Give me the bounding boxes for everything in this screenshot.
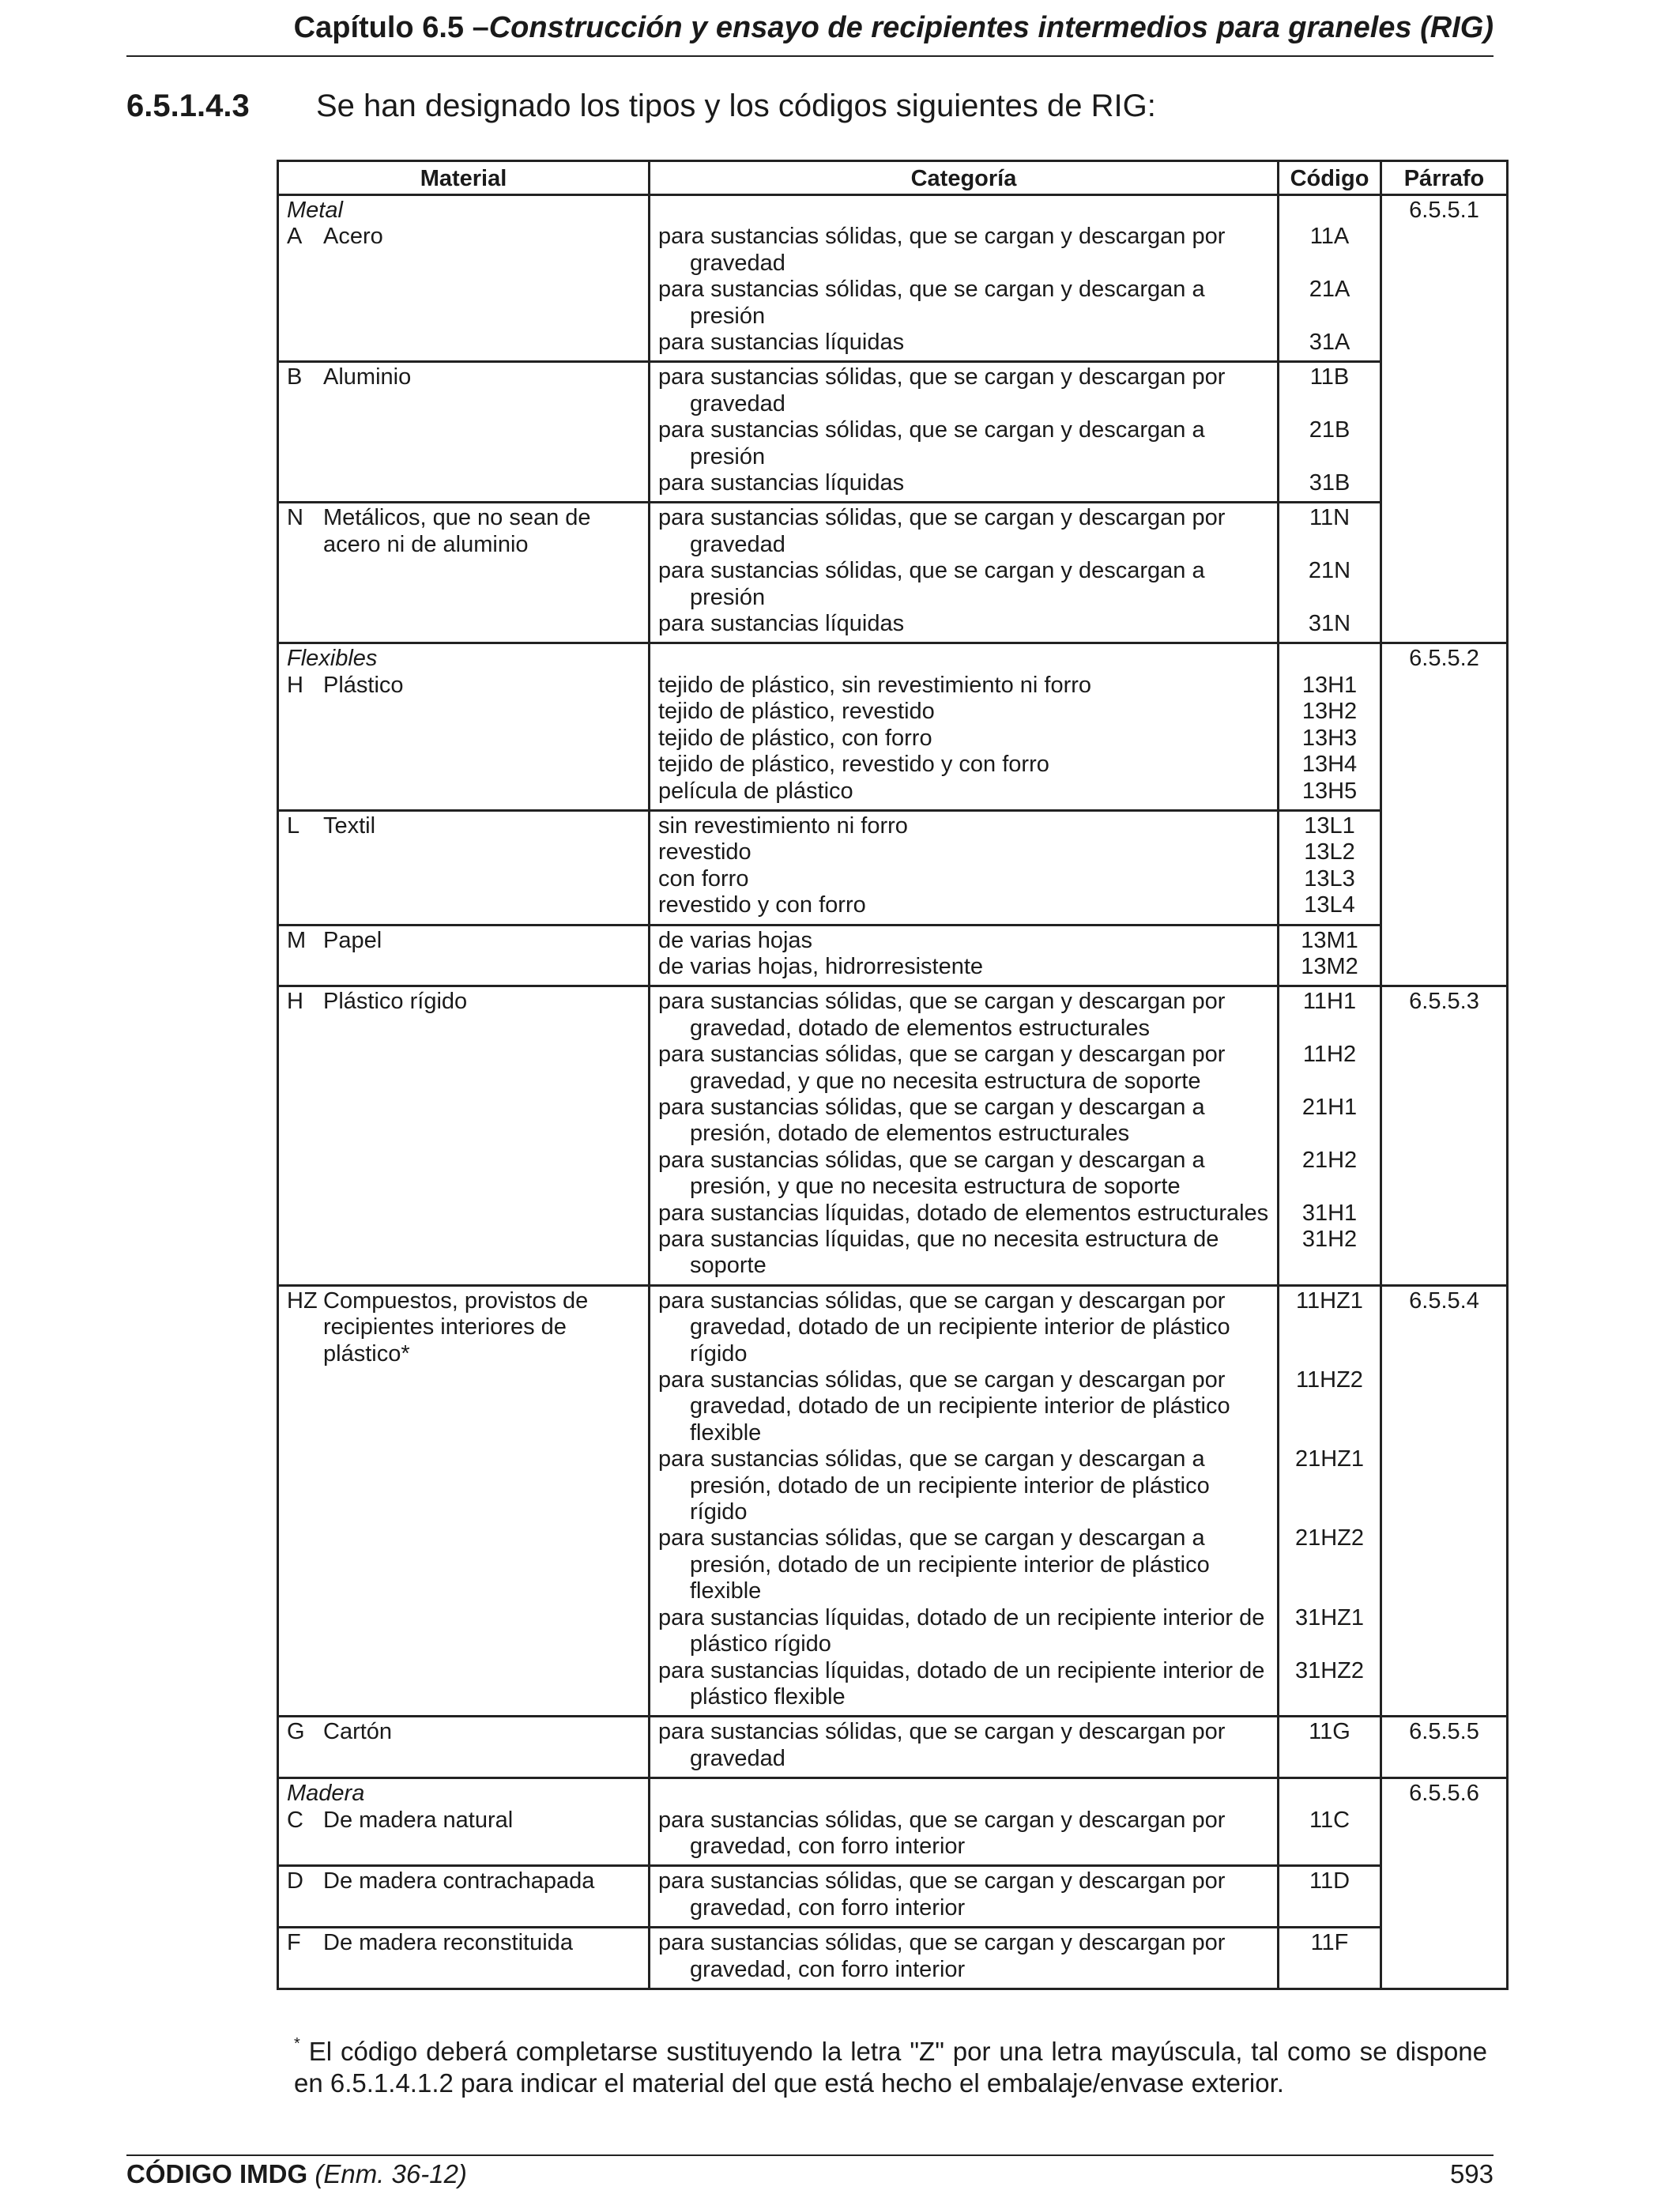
categoria-text: para sustancias sólidas, que se cargan y descargan por gravedad <box>658 224 1226 276</box>
codigo-value: 13H4 <box>1301 752 1358 778</box>
codigo-value: 13L2 <box>1304 839 1355 865</box>
material-line <box>287 928 640 954</box>
chapter-header <box>126 11 1494 45</box>
material-name: De madera contrachapada <box>323 1868 595 1894</box>
codigo-value: 11HZ2 <box>1296 1367 1363 1393</box>
codigo-cell <box>1279 1928 1381 1989</box>
material-line <box>287 1808 640 1834</box>
header-codigo: Código <box>1279 161 1381 195</box>
material-name: Plástico rígido <box>323 989 468 1015</box>
codigo-value: 11H2 <box>1302 1042 1357 1068</box>
material-cell <box>278 195 650 362</box>
categoria-cell <box>650 195 1279 362</box>
material-cell <box>278 925 650 986</box>
codigo-cell <box>1279 925 1381 986</box>
categoria-text: para sustancias sólidas, que se cargan y descargan por gravedad, con forro interior <box>658 1930 1226 1982</box>
table-row <box>278 503 1508 643</box>
categoria-text: para sustancias líquidas, que no necesita estructura de soporte <box>658 1227 1219 1279</box>
section-text: Se han designado los tipos y los códigos siguientes de RIG: <box>316 89 1156 123</box>
categoria-text: revestido y con forro <box>658 892 866 918</box>
codigo-cell <box>1279 810 1381 925</box>
categoria-text: para sustancias sólidas, que se cargan y descargan a presión, dotado de elementos estructurales <box>658 1094 1205 1147</box>
material-line <box>287 813 640 839</box>
rig-codes-table-container <box>277 160 1506 1990</box>
categoria-text: para sustancias sólidas, que se cargan y descargan a presión, dotado de un recipiente interior de plástico flexible <box>658 1525 1210 1604</box>
categoria-text: para sustancias sólidas, que se cargan y descargan a presión, dotado de un recipiente interior de plástico rígido <box>658 1446 1210 1525</box>
table-body <box>278 195 1508 1989</box>
parrafo-cell: 6.5.5.2 <box>1381 643 1508 986</box>
categoria-text: para sustancias sólidas, que se cargan y descargan a presión, y que no necesita estructura de soporte <box>658 1147 1205 1200</box>
categoria-text: para sustancias líquidas <box>658 611 905 637</box>
codigo-value: 11F <box>1310 1930 1349 1956</box>
material-cell <box>278 1778 650 1866</box>
codigo-value: 11G <box>1309 1719 1350 1745</box>
material-cell <box>278 362 650 503</box>
header-material: Material <box>278 161 650 195</box>
material-letter: B <box>287 364 303 390</box>
codigo-value: 11C <box>1309 1807 1350 1833</box>
categoria-text: para sustancias líquidas <box>658 330 905 356</box>
parrafo-cell: 6.5.5.4 <box>1381 1285 1508 1717</box>
material-line <box>287 224 640 250</box>
categoria-text: para sustancias sólidas, que se cargan y descargan por gravedad, con forro interior <box>658 1868 1226 1921</box>
parrafo-cell: 6.5.5.6 <box>1381 1778 1508 1989</box>
table-row <box>278 810 1508 925</box>
categoria-text: para sustancias sólidas, que se cargan y descargan por gravedad <box>658 364 1226 417</box>
codigo-value: 21HZ2 <box>1294 1525 1365 1551</box>
material-line <box>287 1930 640 1956</box>
parrafo-cell: 6.5.5.3 <box>1381 986 1508 1285</box>
table-row <box>278 362 1508 503</box>
row-spacer <box>1283 1781 1377 1807</box>
categoria-text: de varias hojas <box>658 927 813 953</box>
material-letter: H <box>287 672 303 698</box>
codigo-cell <box>1279 1717 1381 1778</box>
parrafo-cell: 6.5.5.1 <box>1381 195 1508 643</box>
material-name: Acero <box>323 224 383 250</box>
codigo-value: 11H1 <box>1302 989 1357 1015</box>
header-divider <box>126 55 1494 57</box>
categoria-cell <box>650 986 1279 1285</box>
page-number: 593 <box>1449 2159 1494 2188</box>
codigo-value: 13H2 <box>1301 699 1358 725</box>
categoria-text: para sustancias líquidas, dotado de elementos estructurales <box>658 1200 1269 1226</box>
material-letter: A <box>287 224 303 250</box>
parrafo-cell: 6.5.5.5 <box>1381 1717 1508 1778</box>
categoria-cell <box>650 1866 1279 1928</box>
codigo-value: 21H1 <box>1301 1094 1358 1120</box>
material-cell <box>278 1928 650 1989</box>
row-spacer <box>658 1781 1272 1807</box>
material-name: Metálicos, que no sean de acero ni de aluminio <box>323 505 591 557</box>
codigo-value: 31A <box>1309 330 1350 356</box>
header-categoria: Categoría <box>650 161 1279 195</box>
material-letter: H <box>287 989 303 1015</box>
footer-amendment: (Enm. 36-12) <box>315 2159 467 2188</box>
material-line <box>287 1719 640 1745</box>
section-number: 6.5.1.4.3 <box>126 89 250 123</box>
codigo-value: 11N <box>1309 505 1350 531</box>
material-line <box>287 1868 640 1894</box>
codigo-value: 31B <box>1309 470 1350 496</box>
chapter-label: Capítulo 6.5 – <box>293 11 489 44</box>
material-name: Aluminio <box>323 364 412 390</box>
categoria-cell <box>650 1928 1279 1989</box>
categoria-text: de varias hojas, hidrorresistente <box>658 953 984 979</box>
table-row <box>278 1866 1508 1928</box>
material-line <box>287 1288 640 1367</box>
table-row <box>278 643 1508 810</box>
row-spacer <box>1283 198 1377 224</box>
material-letter: G <box>287 1719 305 1745</box>
material-cell <box>278 986 650 1285</box>
material-cell <box>278 643 650 810</box>
codigo-value: 13H3 <box>1301 725 1358 751</box>
codigo-cell <box>1279 986 1381 1285</box>
categoria-text: revestido <box>658 839 751 865</box>
categoria-text: para sustancias sólidas, que se cargan y descargan por gravedad <box>658 1719 1226 1771</box>
footer-code <box>126 2159 467 2189</box>
table-header-row <box>278 161 1508 195</box>
material-group-label: Flexibles <box>287 646 378 672</box>
row-spacer <box>1283 646 1377 672</box>
categoria-text: tejido de plástico, revestido y con forro <box>658 752 1049 778</box>
codigo-value: 13M2 <box>1301 953 1358 979</box>
categoria-cell <box>650 925 1279 986</box>
categoria-text: para sustancias líquidas, dotado de un recipiente interior de plástico flexible <box>658 1657 1265 1710</box>
material-cell <box>278 1866 650 1928</box>
material-group-label: Madera <box>287 1781 365 1807</box>
categoria-text: para sustancias sólidas, que se cargan y descargan a presión <box>658 417 1205 469</box>
categoria-text: para sustancias sólidas, que se cargan y descargan por gravedad, con forro interior <box>658 1807 1226 1859</box>
footnote <box>294 2036 1487 2099</box>
codigo-value: 11A <box>1309 224 1350 250</box>
codigo-value: 13H1 <box>1301 672 1358 698</box>
categoria-cell <box>650 1778 1279 1866</box>
material-cell <box>278 1717 650 1778</box>
material-letter: M <box>287 927 307 953</box>
material-name: Plástico <box>323 672 404 698</box>
codigo-value: 21H2 <box>1301 1147 1358 1173</box>
header-parrafo: Párrafo <box>1381 161 1508 195</box>
categoria-text: para sustancias líquidas <box>658 470 905 496</box>
categoria-text: tejido de plástico, sin revestimiento ni forro <box>658 672 1092 698</box>
categoria-cell <box>650 643 1279 810</box>
footer-code-label: CÓDIGO IMDG <box>126 2159 308 2188</box>
material-letter: HZ <box>287 1287 318 1314</box>
row-spacer <box>658 198 1272 224</box>
material-letter: F <box>287 1930 301 1956</box>
codigo-value: 21B <box>1309 417 1350 443</box>
categoria-text: para sustancias sólidas, que se cargan y descargan por gravedad, dotado de un recipiente interior de plástico flexible <box>658 1367 1230 1446</box>
categoria-text: con forro <box>658 865 749 892</box>
codigo-cell <box>1279 362 1381 503</box>
material-letter: L <box>287 812 300 839</box>
material-letter: N <box>287 505 303 531</box>
codigo-cell <box>1279 1285 1381 1717</box>
material-name: De madera reconstituida <box>323 1930 573 1956</box>
categoria-cell <box>650 503 1279 643</box>
rig-codes-table <box>277 160 1509 1990</box>
codigo-cell <box>1279 1778 1381 1866</box>
codigo-value: 11D <box>1309 1868 1350 1894</box>
categoria-text: para sustancias sólidas, que se cargan y descargan a presión <box>658 277 1205 329</box>
codigo-cell <box>1279 1866 1381 1928</box>
material-name: Compuestos, provistos de recipientes interiores de plástico* <box>323 1287 589 1367</box>
material-group-label: Metal <box>287 198 343 223</box>
codigo-cell <box>1279 643 1381 810</box>
codigo-value: 31H2 <box>1301 1227 1358 1252</box>
categoria-cell <box>650 810 1279 925</box>
material-name: Cartón <box>323 1719 393 1745</box>
categoria-text: tejido de plástico, con forro <box>658 725 932 751</box>
table-row <box>278 195 1508 362</box>
categoria-text: para sustancias sólidas, que se cargan y descargan por gravedad, dotado de elementos estructurales <box>658 989 1226 1041</box>
codigo-value: 11B <box>1309 364 1350 390</box>
material-line <box>287 989 640 1015</box>
categoria-text: para sustancias líquidas, dotado de un recipiente interior de plástico rígido <box>658 1604 1265 1657</box>
material-letter: C <box>287 1807 303 1833</box>
table-row <box>278 1717 1508 1778</box>
codigo-value: 21N <box>1308 558 1351 584</box>
categoria-cell <box>650 1717 1279 1778</box>
material-cell <box>278 810 650 925</box>
codigo-cell <box>1279 195 1381 362</box>
table-row <box>278 1778 1508 1866</box>
material-name: De madera natural <box>323 1807 514 1833</box>
material-name: Papel <box>323 927 382 953</box>
codigo-value: 21A <box>1309 277 1350 303</box>
material-cell <box>278 1285 650 1717</box>
codigo-value: 13L1 <box>1304 812 1355 839</box>
categoria-cell <box>650 362 1279 503</box>
categoria-text: película de plástico <box>658 778 853 804</box>
material-line <box>287 364 640 390</box>
table-row <box>278 925 1508 986</box>
material-name: Textil <box>323 812 376 839</box>
row-spacer <box>658 646 1272 672</box>
categoria-text: para sustancias sólidas, que se cargan y descargan a presión <box>658 558 1205 610</box>
table-row <box>278 1285 1508 1717</box>
codigo-value: 13L3 <box>1304 865 1355 892</box>
footnote-text: El código deberá completarse sustituyendo la letra "Z" por una letra mayúscula, tal como se dispone en 6.5.1.4.1.2 para indicar el material del que está hecho el embalaje/envase exterior. <box>294 2037 1488 2098</box>
material-line <box>287 673 640 699</box>
material-line <box>287 505 640 558</box>
categoria-cell <box>650 1285 1279 1717</box>
material-cell <box>278 503 650 643</box>
material-letter: D <box>287 1868 303 1894</box>
codigo-value: 13M1 <box>1301 927 1358 953</box>
codigo-cell <box>1279 503 1381 643</box>
footer-divider <box>126 2154 1494 2156</box>
codigo-value: 31H1 <box>1301 1200 1358 1226</box>
codigo-value: 31HZ2 <box>1294 1657 1365 1683</box>
categoria-text: tejido de plástico, revestido <box>658 699 935 725</box>
categoria-text: sin revestimiento ni forro <box>658 812 908 839</box>
codigo-value: 13L4 <box>1304 892 1355 918</box>
table-row <box>278 986 1508 1285</box>
codigo-value: 21HZ1 <box>1294 1446 1365 1472</box>
categoria-text: para sustancias sólidas, que se cargan y descargan por gravedad, y que no necesita estructura de soporte <box>658 1042 1226 1094</box>
codigo-value: 11HZ1 <box>1296 1287 1363 1314</box>
table-row <box>278 1928 1508 1989</box>
codigo-value: 13H5 <box>1301 778 1358 804</box>
categoria-text: para sustancias sólidas, que se cargan y descargan por gravedad <box>658 505 1226 557</box>
codigo-value: 31N <box>1308 611 1351 637</box>
codigo-value: 31HZ1 <box>1294 1604 1365 1630</box>
chapter-title: Construcción y ensayo de recipientes intermedios para graneles (RIG) <box>488 11 1494 44</box>
footnote-mark: * <box>294 2035 300 2053</box>
categoria-text: para sustancias sólidas, que se cargan y descargan por gravedad, dotado de un recipiente interior de plástico rígido <box>658 1287 1230 1367</box>
